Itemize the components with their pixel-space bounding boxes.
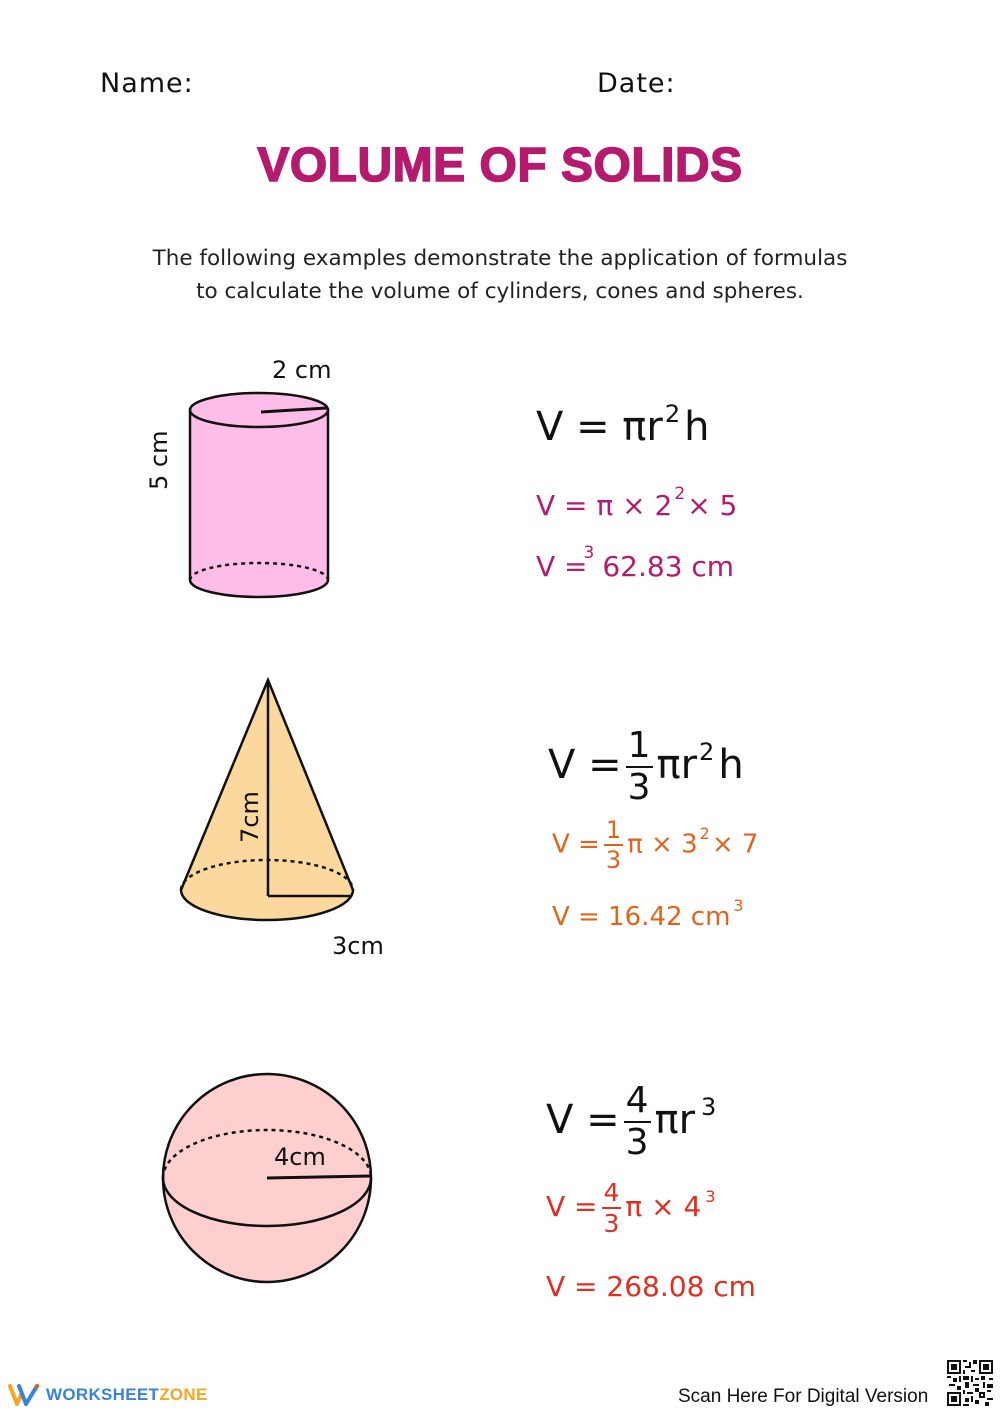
- cone-step-2: V = 16.42 cm $^3$: [552, 896, 744, 932]
- cylinder-height-label: 5 cm: [145, 430, 173, 490]
- sphere-formula-fraction: $\frac{4}{3}$: [625, 1080, 649, 1163]
- brand-name: WORKSHEETZONE: [46, 1385, 208, 1404]
- brand-logo: [8, 1383, 208, 1407]
- scan-text: Scan Here For Digital Version: [678, 1386, 929, 1407]
- cylinder-figure: [180, 380, 340, 615]
- cone-formula-fraction: $\frac{1}{3}$: [627, 725, 651, 808]
- intro-line-2: to calculate the volume of cylinders, cones and spheres.: [196, 279, 804, 304]
- page-title: VOLUME OF SOLIDS: [257, 139, 743, 192]
- cylinder-formula: $V = \pi r^2$ h: [536, 400, 710, 450]
- cone-radius-label: 3cm: [332, 932, 384, 960]
- sphere-step-2: V = 268.08 cm: [546, 1270, 756, 1303]
- cylinder-step-2: V =$^3$ 62.83 cm: [536, 543, 735, 583]
- sphere-formula: V = $\frac{4}{3}$ πr $^3$: [546, 1080, 717, 1163]
- worksheetzone-logo-icon: [8, 1383, 40, 1407]
- sphere-step-1: V = $\frac{4}{3}$ π × 4 $^3$: [546, 1178, 716, 1238]
- intro-line-1: The following examples demonstrate the application of formulas: [152, 246, 848, 271]
- cone-step-1: V = $\frac{1}{3}$ π × 3 $^2$× 7: [552, 816, 759, 874]
- sphere-radius-line: [267, 1176, 370, 1178]
- cylinder-radius-label: 2 cm: [272, 356, 332, 384]
- qr-code-icon[interactable]: [947, 1360, 993, 1406]
- intro-text: [100, 242, 900, 308]
- cylinder-step-1: V = π × 2 $^2$× 5: [536, 484, 738, 522]
- name-label: Name:: [100, 68, 194, 99]
- sphere-figure: [155, 1065, 380, 1290]
- sphere-step-fraction: $\frac{4}{3}$: [603, 1178, 620, 1238]
- cone-figure: [170, 670, 370, 930]
- date-label: Date:: [597, 68, 676, 99]
- cone-formula: V = $\frac{1}{3}$ $\pi r^2$ h: [548, 725, 744, 808]
- sphere-radius-label: 4cm: [274, 1143, 326, 1171]
- cone-step-fraction: $\frac{1}{3}$: [605, 816, 622, 874]
- cone-height-label: 7cm: [236, 791, 264, 843]
